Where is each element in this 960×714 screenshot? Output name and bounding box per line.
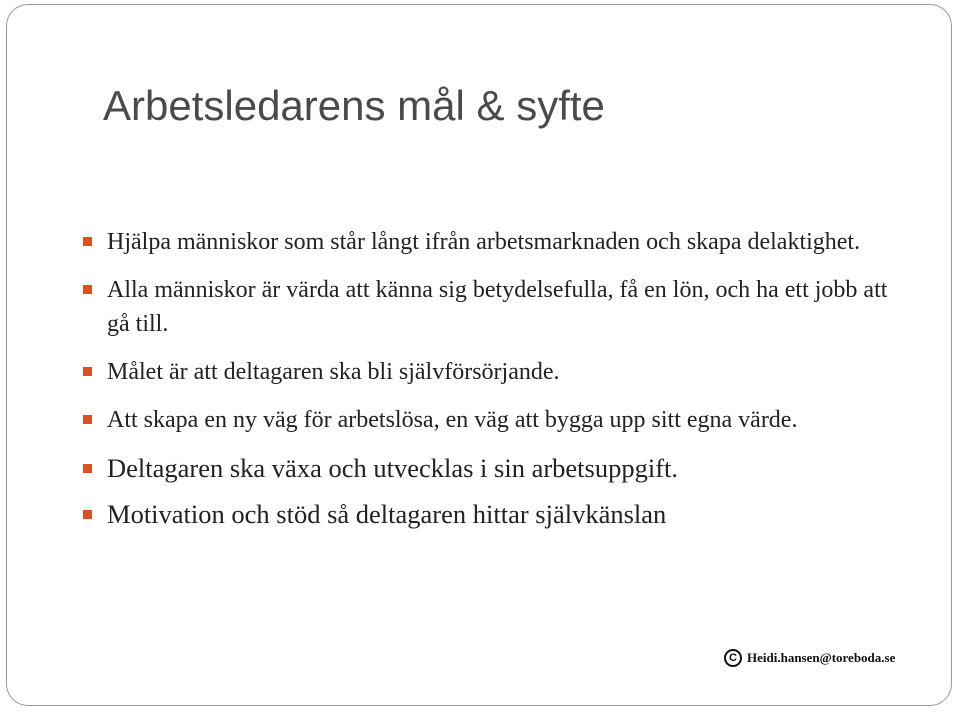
- bullet-text: Motivation och stöd så deltagaren hittar självkänslan: [107, 499, 667, 529]
- bullet-text: Alla människor är värda att känna sig betydelsefulla, få en lön, och ha ett jobb att gå till.: [107, 277, 888, 337]
- bullet-text: Deltagaren ska växa och utvecklas i sin arbetsuppgift.: [107, 453, 679, 483]
- square-bullet-icon: [83, 510, 92, 519]
- bullet-list: [77, 225, 897, 543]
- bullet-text: Hjälpa människor som står långt ifrån arbetsmarknaden och skapa delaktighet.: [107, 229, 861, 255]
- square-bullet-icon: [83, 237, 92, 246]
- bullet-item: [77, 403, 897, 437]
- bullet-text: Att skapa en ny väg för arbetslösa, en väg att bygga upp sitt egna värde.: [107, 407, 798, 433]
- square-bullet-icon: [83, 285, 92, 294]
- bullet-text: Målet är att deltagaren ska bli självförsörjande.: [107, 359, 560, 385]
- square-bullet-icon: [83, 415, 92, 424]
- square-bullet-icon: [83, 367, 92, 376]
- bullet-item: [77, 497, 897, 531]
- bullet-item: [77, 225, 897, 259]
- footer-credit: [724, 649, 895, 667]
- footer-email: Heidi.hansen@toreboda.se: [747, 650, 896, 665]
- copyright-icon: C: [724, 649, 742, 667]
- slide-frame: [6, 4, 952, 706]
- slide-title: Arbetsledarens mål & syfte: [103, 82, 605, 129]
- square-bullet-icon: [83, 464, 92, 473]
- bullet-item: [77, 355, 897, 389]
- bullet-item: [77, 273, 897, 341]
- bullet-item: [77, 451, 897, 485]
